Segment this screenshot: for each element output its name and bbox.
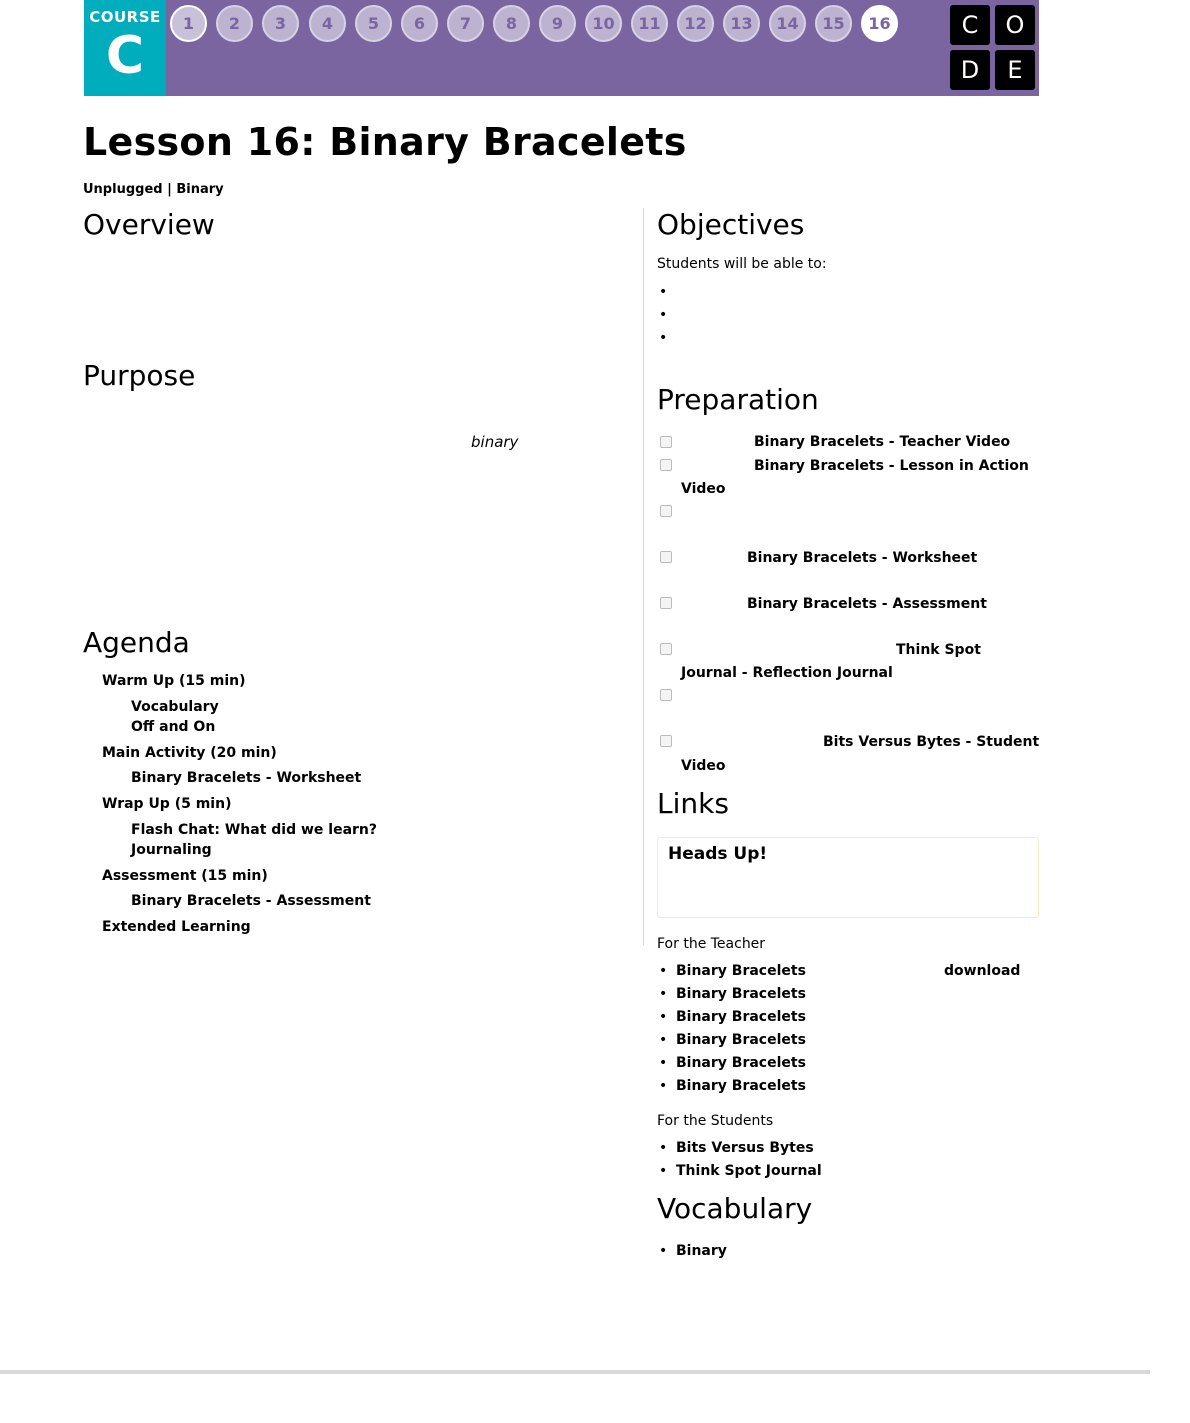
lesson-nav-item[interactable]: 2 — [216, 5, 253, 42]
lesson-nav-item[interactable]: 11 — [631, 5, 668, 42]
student-bullet: • — [659, 1163, 668, 1179]
agenda-assessment-item[interactable]: Binary Bracelets - Assessment — [131, 893, 371, 909]
teacher-link[interactable]: Binary Bracelets — [676, 1009, 806, 1025]
prep-lesson-in-action-cont[interactable]: Video — [681, 481, 726, 497]
objectives-heading: Objectives — [657, 208, 805, 241]
vocabulary-heading: Vocabulary — [657, 1192, 813, 1225]
prep-bits-bytes[interactable]: Bits Versus Bytes - Student — [823, 734, 1040, 750]
prep-think-spot-cont[interactable]: Journal - Reflection Journal — [681, 665, 893, 681]
lesson-nav-item[interactable]: 8 — [493, 5, 530, 42]
teacher-bullet: • — [659, 1055, 668, 1071]
course-word: COURSE — [89, 8, 161, 26]
lesson-nav-item[interactable]: 14 — [769, 5, 806, 42]
prep-lesson-in-action[interactable]: Binary Bracelets - Lesson in Action — [754, 458, 1029, 474]
agenda-journaling[interactable]: Journaling — [131, 842, 212, 858]
lesson-nav-item[interactable]: 13 — [723, 5, 760, 42]
teacher-link[interactable]: Binary Bracelets — [676, 1078, 806, 1094]
prep-worksheet[interactable]: Binary Bracelets - Worksheet — [747, 550, 978, 566]
lesson-nav-item[interactable]: 9 — [539, 5, 576, 42]
course-badge[interactable] — [84, 0, 166, 96]
student-bullet: • — [659, 1140, 668, 1156]
lesson-nav-item[interactable]: 1 — [170, 5, 207, 42]
teacher-bullet: • — [659, 986, 668, 1002]
lesson-nav-item[interactable]: 16 — [861, 5, 898, 42]
prep-checkbox[interactable] — [660, 436, 672, 448]
course-header — [84, 0, 1039, 96]
agenda-flash-chat[interactable]: Flash Chat: What did we learn? — [131, 822, 378, 838]
lesson-nav-item[interactable]: 12 — [677, 5, 714, 42]
agenda-warm-up[interactable]: Warm Up (15 min) — [102, 673, 246, 689]
links-heading: Links — [657, 787, 729, 820]
prep-teacher-video[interactable]: Binary Bracelets - Teacher Video — [754, 434, 1011, 450]
agenda-heading: Agenda — [83, 626, 190, 659]
agenda-wrap-up[interactable]: Wrap Up (5 min) — [102, 796, 232, 812]
agenda-worksheet[interactable]: Binary Bracelets - Worksheet — [131, 770, 362, 786]
lesson-nav-item[interactable]: 10 — [585, 5, 622, 42]
objective-bullet: • — [659, 284, 668, 300]
lesson-nav-item[interactable]: 15 — [815, 5, 852, 42]
objective-bullet: • — [659, 330, 668, 346]
prep-checkbox[interactable] — [660, 643, 672, 655]
prep-checkbox[interactable] — [660, 551, 672, 563]
prep-checkbox[interactable] — [660, 597, 672, 609]
prep-checkbox[interactable] — [660, 505, 672, 517]
teacher-link[interactable]: Binary Bracelets — [676, 986, 806, 1002]
lesson-nav-item[interactable]: 6 — [401, 5, 438, 42]
lesson-nav-item[interactable]: 4 — [309, 5, 346, 42]
prep-bits-bytes-cont[interactable]: Video — [681, 758, 726, 774]
download-link[interactable]: download — [944, 963, 1021, 979]
teacher-link[interactable]: Binary Bracelets — [676, 1032, 806, 1048]
column-divider — [643, 208, 644, 945]
vocabulary-link[interactable]: Binary — [676, 1243, 727, 1259]
purpose-heading: Purpose — [83, 359, 196, 392]
prep-think-spot[interactable]: Think Spot — [896, 642, 981, 658]
agenda-assessment[interactable]: Assessment (15 min) — [102, 868, 268, 884]
lesson-nav-item[interactable]: 7 — [447, 5, 484, 42]
objectives-intro: Students will be able to: — [657, 256, 827, 272]
student-link[interactable]: Bits Versus Bytes — [676, 1140, 814, 1156]
heads-up-title: Heads Up! — [668, 844, 768, 864]
teacher-bullet: • — [659, 1032, 668, 1048]
student-link[interactable]: Think Spot Journal — [676, 1163, 822, 1179]
prep-checkbox[interactable] — [660, 459, 672, 471]
teacher-link[interactable]: Binary Bracelets — [676, 1055, 806, 1071]
footer-divider — [0, 1370, 1150, 1374]
logo-letter[interactable]: E — [995, 50, 1035, 90]
prep-checkbox[interactable] — [660, 735, 672, 747]
heads-up-box — [657, 837, 1039, 918]
teacher-bullet: • — [659, 963, 668, 979]
course-letter: C — [105, 26, 145, 86]
page-title: Lesson 16: Binary Bracelets — [83, 120, 687, 164]
purpose-term: binary — [471, 433, 519, 451]
agenda-off-and-on[interactable]: Off and On — [131, 719, 216, 735]
logo-letter[interactable]: C — [950, 5, 990, 45]
lesson-tags: Unplugged | Binary — [83, 182, 224, 197]
student-links-label: For the Students — [657, 1113, 774, 1129]
teacher-bullet: • — [659, 1078, 668, 1094]
lesson-nav-item[interactable]: 3 — [262, 5, 299, 42]
logo-letter[interactable]: O — [995, 5, 1035, 45]
teacher-links-label: For the Teacher — [657, 936, 766, 952]
prep-assessment[interactable]: Binary Bracelets - Assessment — [747, 596, 987, 612]
teacher-bullet: • — [659, 1009, 668, 1025]
prep-checkbox[interactable] — [660, 689, 672, 701]
preparation-heading: Preparation — [657, 383, 819, 416]
agenda-extended-learning[interactable]: Extended Learning — [102, 919, 251, 935]
teacher-link[interactable]: Binary Bracelets — [676, 963, 806, 979]
objective-bullet: • — [659, 307, 668, 323]
logo-letter[interactable]: D — [950, 50, 990, 90]
lesson-nav-item[interactable]: 5 — [355, 5, 392, 42]
agenda-main-activity[interactable]: Main Activity (20 min) — [102, 745, 277, 761]
agenda-vocabulary[interactable]: Vocabulary — [131, 699, 219, 715]
overview-heading: Overview — [83, 208, 215, 241]
vocabulary-bullet: • — [659, 1243, 668, 1259]
